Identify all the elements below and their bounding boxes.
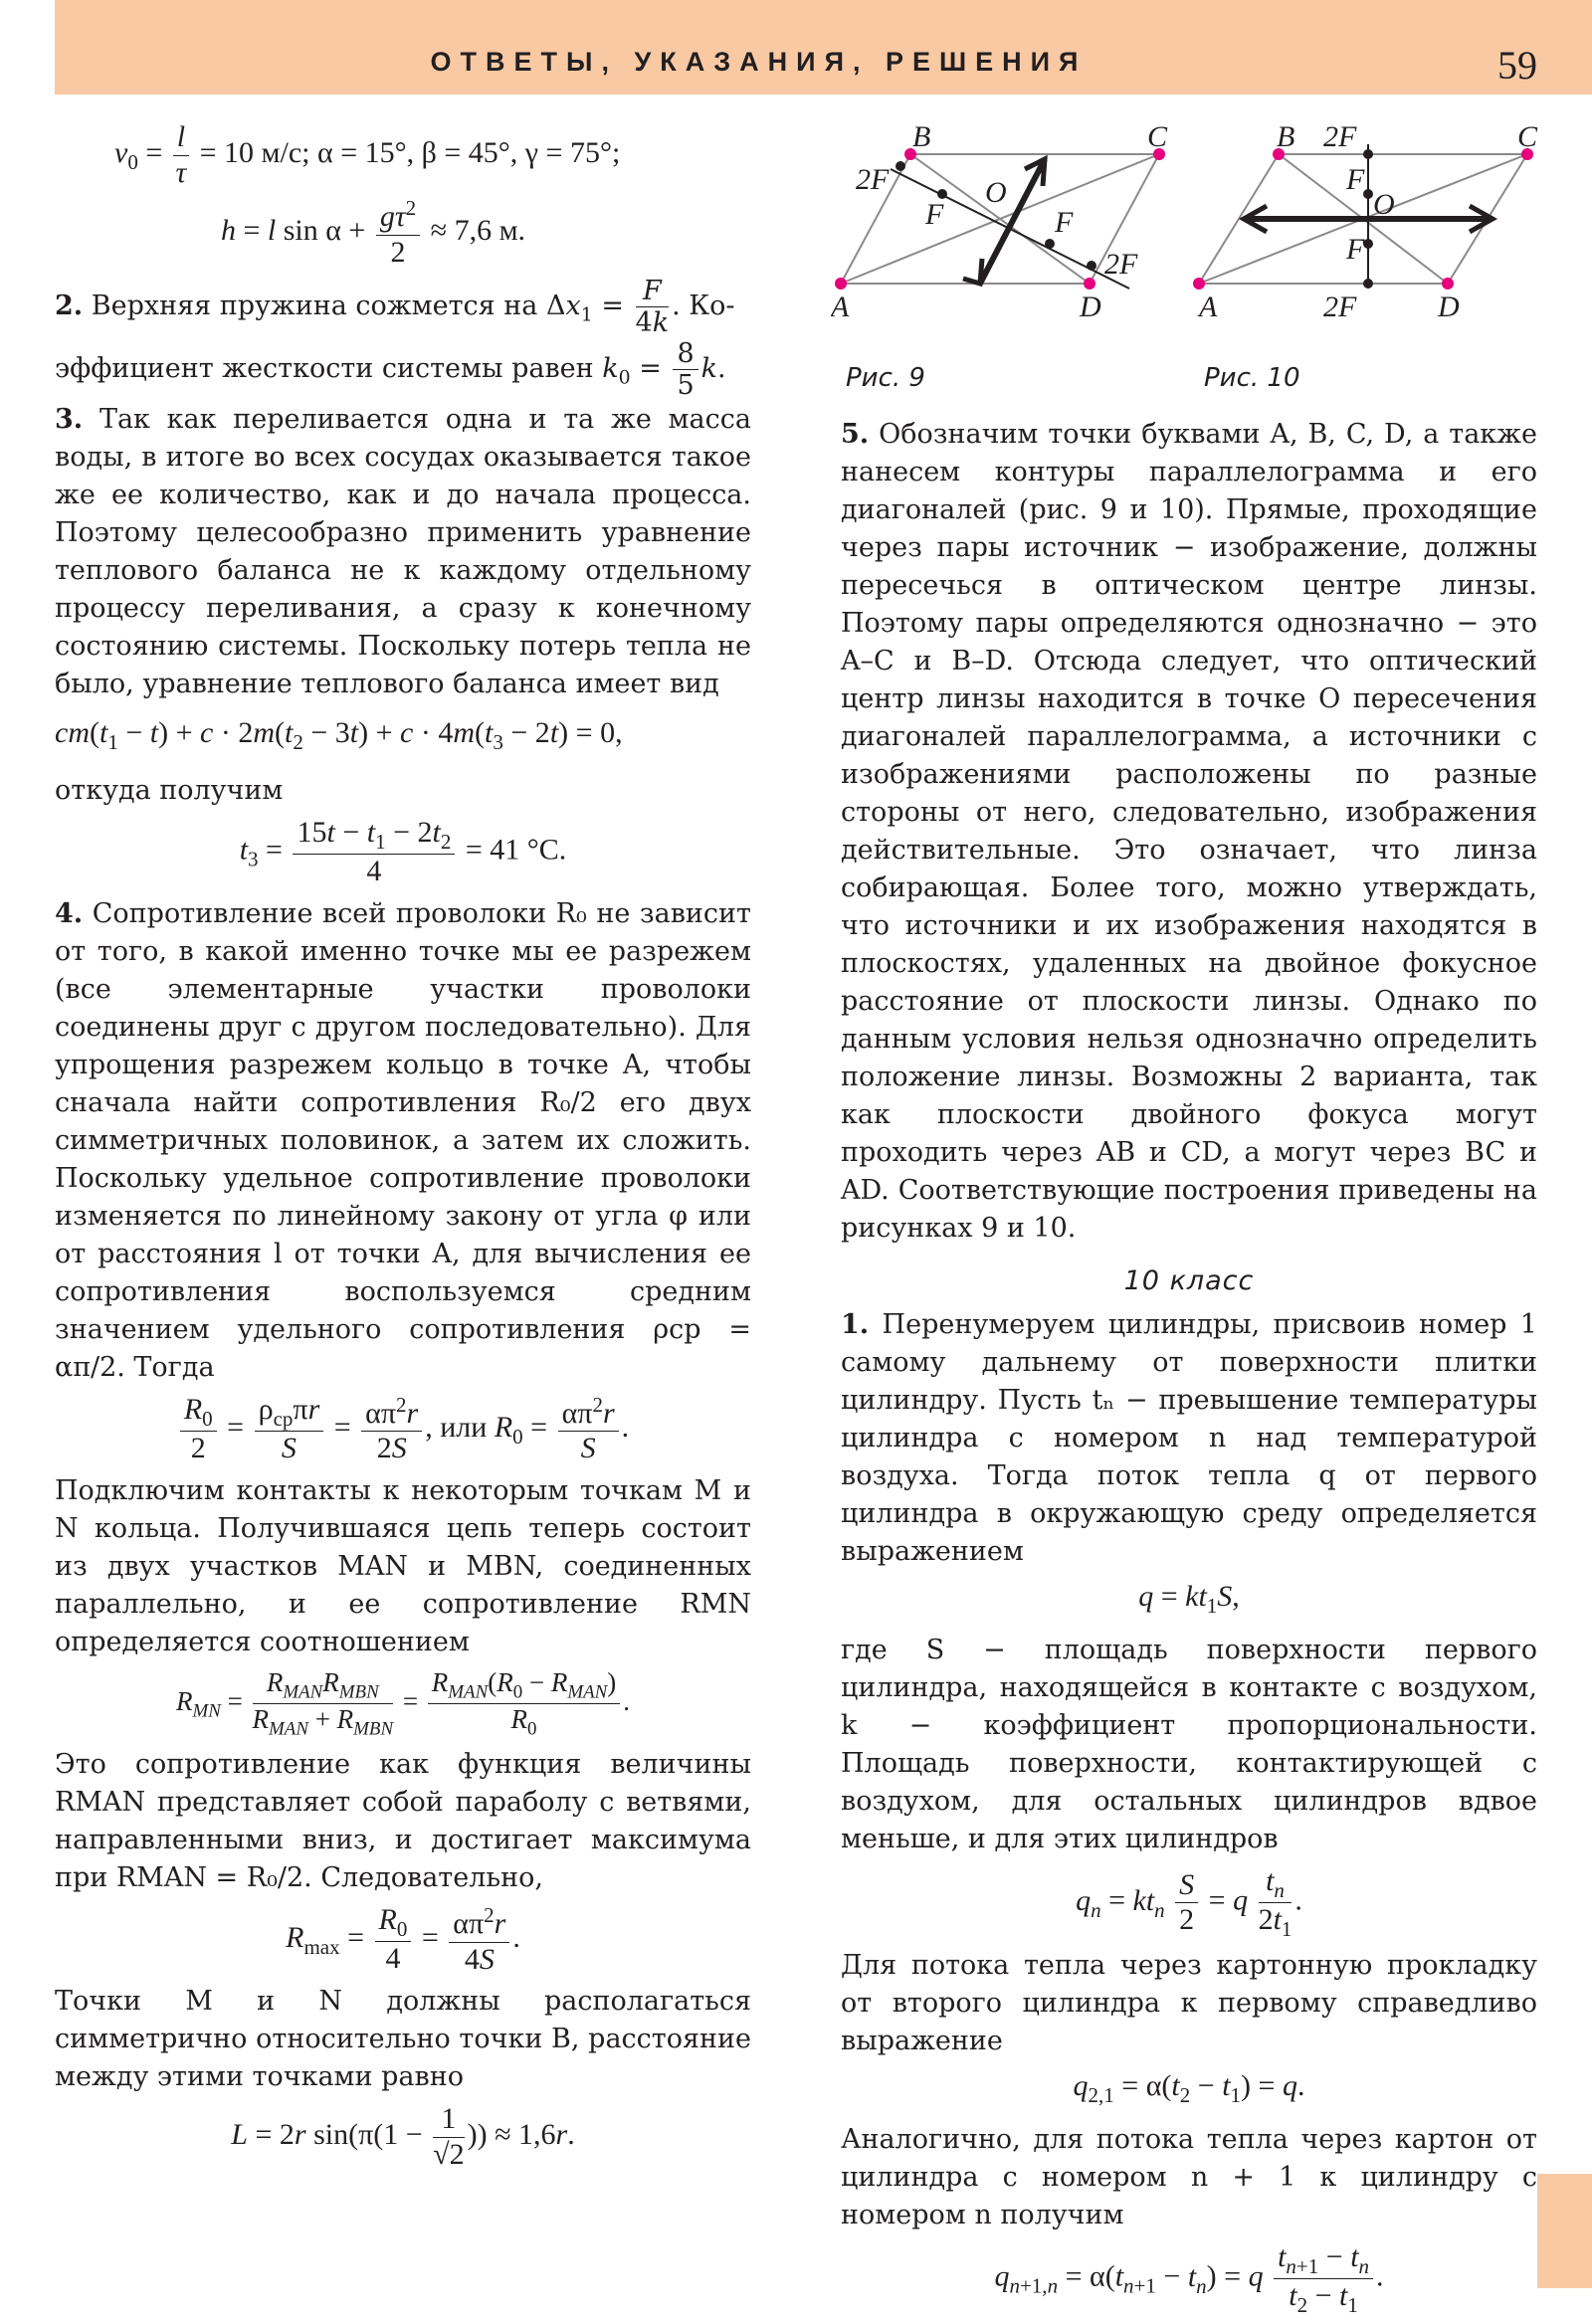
focus-2f-10b xyxy=(1363,279,1373,289)
paragraph-area: где S − площадь поверхности первого цилиндра, находящейся в контакте с воздухом, k − коэффициент пропорциональности. Площадь поверхности, контактирующей с воздухом, для остальных цилиндров вдвое меньше, и для этих цилиндров xyxy=(841,1635,1537,1854)
label-a-10: A xyxy=(1199,290,1218,323)
figure-9-points xyxy=(831,120,1168,323)
label-f-10a: F xyxy=(1346,163,1365,196)
label-2f-10a: 2F xyxy=(1323,120,1357,153)
label-a-9: A xyxy=(831,290,850,323)
paragraph-parabola: Это сопротивление как функция величины RMAN представляет собой параболу с ветвями, направленными вниз, и достигает максимума при RMAN = R₀/2. Следовательно, xyxy=(55,1749,751,1894)
label-c-9: C xyxy=(1147,120,1168,153)
left-column xyxy=(55,114,751,2178)
class-heading: 10 класс xyxy=(1123,1265,1255,1296)
equation-qn1n: $q_{n+1,n} = \alpha(t_{n+1} - t_n) = q$ $\frac{t_{n+1} - t_n}{t_2 - t_1}$ . xyxy=(994,2240,1384,2318)
equation-qn: $q_n = kt_n$ $\frac{S}{2}$ = q $\frac{t_n}{2t_1}$ . xyxy=(1076,1864,1302,1942)
focus-2f-10a xyxy=(1363,149,1373,159)
equation-h: h = l sin α + $\frac{g\tau^2}{2}$ ≈ 7,6 м. xyxy=(220,196,526,269)
equation-r0: $\frac{R_0}{2}$ = $\frac{\rho_{ср}\pi r}{S}$ = $\frac{\alpha\pi^2r}{2S}$ , или $R_0$ = $\frac{\alpha\pi^2r}{S}$ . xyxy=(55,1393,751,1466)
figure-10-caption: Рис. 10 xyxy=(1204,363,1300,393)
paragraph-cardboard: Для потока тепла через картонную прокладку от второго цилиндра к первому справедливо выражение xyxy=(841,1950,1537,2057)
point-d-9 xyxy=(1084,278,1095,290)
focus-2f-9b xyxy=(1087,261,1096,271)
focus-f-10b xyxy=(1363,239,1373,249)
point-a-9 xyxy=(835,278,847,290)
label-f-10b: F xyxy=(1346,233,1365,266)
label-o-10: O xyxy=(1373,188,1395,221)
label-c-10: C xyxy=(1517,120,1538,153)
label-2f-9a: 2F xyxy=(856,163,890,196)
label-f-9a: F xyxy=(925,198,944,231)
label-b-9: B xyxy=(912,120,931,153)
answer-5: 5. Обозначим точки буквами A, B, C, D, а также нанесем контуры параллелограмма и его диагоналей (рис. 9 и 10). Прямые, проходящие через пары источник − изображение, должны пересечься в оптическом центре линзы. Поэтому пары определяются однозначно − это A–C и B–D. Отсюда следует, что оптический центр линзы находится в точке O пересечения диагоналей параллелограмма, а источники с изображениями расположены по разные стороны от него, следовательно, изображения действительные. Это означает, что линза собирающая. Более того, можно утверждать, что источники и их изображения находятся в плоскостях, удаленных на двойное фокусное расстояние от плоскости линзы. Однако по данным условия нельзя однозначно определить положение линзы. Возможны 2 варианта, так как плоскости двойного фокуса могут проходить через AB и CD, а могут через BC и AD. Соответствующие построения приведены на рисунках 9 и 10. xyxy=(841,419,1537,1244)
answer-3: 3. Так как переливается одна и та же масса воды, в итоге во всех сосудах оказывается такое же ее количество, как и до начала процесса. Поэтому целесообразно применить уравнение теплового баланса не к каждому отдельному процессу переливания, а сразу к конечному состоянию системы. Поскольку потерь тепла не было, уравнение теплового баланса имеет вид xyxy=(55,404,751,700)
equation-q: $q = kt_1S$, xyxy=(1138,1580,1240,1618)
page-number: 59 xyxy=(1497,43,1537,88)
equation-heat-balance: $cm(t_1 - t) + c \cdot 2m(t_2 - 3t) + c \cdot 4m(t_3 - 2t) = 0$, xyxy=(55,716,623,755)
focus-f-9b xyxy=(1045,239,1055,249)
page-corner-tab xyxy=(1537,2174,1592,2288)
focus-f-10a xyxy=(1363,189,1373,199)
text-otkuda: откуда получим xyxy=(55,775,284,807)
label-b-10: B xyxy=(1277,120,1295,153)
paragraph-contacts: Подключим контакты к некоторым точкам M и N кольца. Получившаяся цепь теперь состоит из двух участков MAN и MBN, соединенных параллельно, и ее сопротивление RMN определяется соотношением xyxy=(55,1474,751,1657)
label-o-9: O xyxy=(985,176,1007,209)
label-2f-9b: 2F xyxy=(1104,248,1138,281)
point-a-10 xyxy=(1193,278,1205,290)
equation-rmax: $R_{max}$ = $\frac{R_0}{4}$ = $\frac{\alpha\pi^2r}{4S}$ . xyxy=(286,1903,520,1976)
answer-4: 4. Сопротивление всей проволоки R₀ не зависит от того, в какой именно точке мы ее разрежем (все элементарные участки проволоки соединены друг с другом последовательно). Для упрощения разрежем кольцо в точке A, чтобы сначала найти сопротивления R₀/2 его двух симметричных половинок, а затем их сложить. Поскольку удельное сопротивление проволоки изменяется по линейному закону от угла φ или от расстояния l от точки A, для вычисления ее сопротивления воспользуемся средним значением удельного сопротивления ρср = απ/2. Тогда xyxy=(55,897,751,1383)
equation-L: L = 2r sin(π(1 − $\frac{1}{√2}$ )) ≈ 1,6r. xyxy=(231,2102,575,2171)
equation-rmn: $R_{MN}$ = $\frac{R_{MAN}R_{MBN}}{R_{MAN} + R_{MBN}}$ = $\frac{R_{MAN}(R_0 - R_{MAN})}{R_0}$ . xyxy=(175,1666,631,1740)
label-d-9: D xyxy=(1080,290,1101,323)
paragraph-analogous: Аналогично, для потока тепла через картон от цилиндра с номером n + 1 к цилиндру с номером n получим xyxy=(841,2124,1537,2231)
label-d-10: D xyxy=(1438,290,1460,323)
paragraph-points: Точки M и N должны располагаться симметрично относительно точки B, расстояние между этими точками равно xyxy=(55,1986,751,2093)
label-f-9b: F xyxy=(1055,206,1074,239)
running-title: ОТВЕТЫ, УКАЗАНИЯ, РЕШЕНИЯ xyxy=(430,47,1088,77)
answer-2: 2. Верхняя пружина сожмется на $\Delta x_1$ = $\frac{F}{4k}$ . Ко- эффициент жесткости системы равен $k_0$ = $\frac{8}{5}$ k. xyxy=(55,276,735,402)
page-header xyxy=(55,0,1592,95)
point-d-10 xyxy=(1442,278,1454,290)
equation-q21: $q_{2,1} = \alpha(t_2 - t_1) = q$. xyxy=(1073,2069,1305,2108)
equation-v0: $v_0$ = $\frac{l}{\tau}$ = 10 м/с; α = 15°, β = 45°, γ = 75°; xyxy=(114,120,621,189)
right-column xyxy=(841,416,1537,2324)
equation-t3: $t_3$ = $\frac{15t - t_1 - 2t_2}{4}$ = 41 °C. xyxy=(239,816,567,888)
figures xyxy=(831,114,1547,413)
answer-10-1: 1. Перенумеруем цилиндры, присвоив номер 1 самому дальнему от поверхности плитки цилиндру. Пусть tₙ − превышение температуры цилиндра с номером n над температурой воздуха. Тогда поток тепла q от первого цилиндра в окружающую среду определяется выражением xyxy=(841,1309,1537,1567)
figure-9-caption: Рис. 9 xyxy=(846,363,925,393)
focus-2f-9a xyxy=(896,161,905,171)
label-2f-10b: 2F xyxy=(1323,290,1357,323)
